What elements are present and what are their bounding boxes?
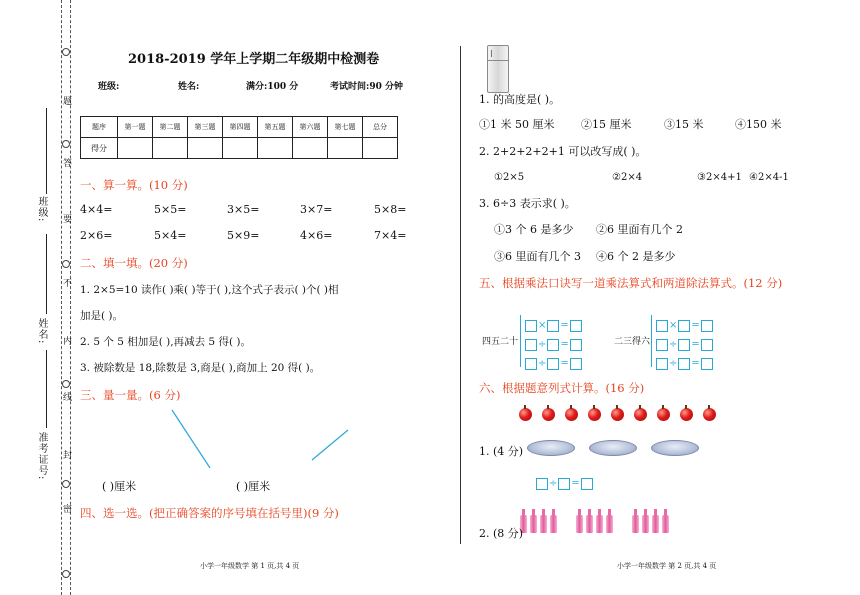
times-sign: × [538, 320, 547, 331]
choice-q3-option: ①3 个 6 是多少 [494, 223, 574, 236]
bottle-icon [642, 509, 649, 533]
rhyme-a-divide-row-2 [525, 353, 582, 372]
score-table-cell: 第三题 [188, 117, 223, 138]
fill-q2: 2. 5 个 5 相加是( ),再减去 5 得( )。 [80, 336, 251, 348]
calc-item: 3×5= [227, 203, 260, 216]
seal-char: 答 [61, 158, 71, 168]
score-table-cell: 第七题 [328, 117, 363, 138]
brace-b [651, 315, 655, 367]
binding-exam-no-label: 准考证号: [36, 432, 47, 481]
divide-sign: ÷ [669, 339, 678, 350]
answer-box[interactable] [536, 478, 548, 490]
seal-char: 封 [61, 450, 71, 460]
measure-line-segments [160, 404, 360, 474]
bottle-icon [550, 509, 557, 533]
seal-char: 密 [61, 504, 71, 514]
problem-1-equation [536, 473, 593, 492]
choice-q1-option: ②15 厘米 [581, 118, 632, 131]
equals-sign: = [560, 339, 569, 350]
seal-char: 线 [61, 392, 71, 402]
answer-box[interactable] [656, 358, 668, 370]
class-blank[interactable] [46, 108, 47, 194]
apple-icon [634, 408, 647, 421]
choice-q1-option: ④150 米 [735, 118, 782, 131]
problem-1-label: 1. (4 分) [479, 445, 524, 458]
section-3-heading: 三、量一量。(6 分) [80, 388, 181, 402]
score-input-cell[interactable] [223, 138, 258, 159]
rhyme-a-divide-row-1 [525, 334, 582, 353]
score-input-cell[interactable] [328, 138, 363, 159]
problem-2-label: 2. (8 分) [479, 527, 524, 540]
score-table-cell: 第一题 [118, 117, 153, 138]
calc-item: 7×4= [374, 229, 407, 242]
answer-box[interactable] [701, 358, 713, 370]
score-table-cell: 第五题 [258, 117, 293, 138]
calc-item: 5×9= [227, 229, 260, 242]
binding-hole [62, 380, 70, 388]
score-input-cell[interactable] [153, 138, 188, 159]
answer-box[interactable] [525, 358, 537, 370]
answer-box[interactable] [547, 358, 559, 370]
choice-q2-option: ④2×4-1 [749, 172, 789, 183]
seal-char: 不 [61, 278, 71, 288]
apple-icon [703, 408, 716, 421]
equals-sign: = [691, 320, 700, 331]
answer-box[interactable] [570, 358, 582, 370]
binding-class-label: 班级: [36, 196, 47, 223]
bottle-icon [606, 509, 613, 533]
calc-item: 5×5= [154, 203, 187, 216]
divide-sign: ÷ [669, 358, 678, 369]
choice-q2-option: ③2×4+1 [697, 172, 742, 183]
binding-hole [62, 48, 70, 56]
section-2-heading: 二、填一填。(20 分) [80, 256, 188, 270]
score-input-cell[interactable] [258, 138, 293, 159]
binding-hole [62, 140, 70, 148]
seal-char: 内 [61, 336, 71, 346]
score-input-cell[interactable] [293, 138, 328, 159]
binding-name-label: 姓名: [36, 318, 47, 345]
binding-hole [62, 570, 70, 578]
calc-item: 4×6= [300, 229, 333, 242]
score-table-cell: 第四题 [223, 117, 258, 138]
score-table-cell: 第六题 [293, 117, 328, 138]
full-score: 满分:100 分 [246, 82, 299, 92]
fridge-icon [487, 45, 509, 93]
plate-icon [651, 440, 699, 456]
choice-q3-option: ④6 个 2 是多少 [596, 250, 676, 263]
measure-segment-b [312, 430, 348, 460]
section-4-heading: 四、选一选。(把正确答案的序号填在括号里)(9 分) [80, 506, 339, 520]
calc-item: 4×4= [80, 203, 113, 216]
class-label: 班级: [98, 82, 120, 92]
score-input-cell[interactable] [188, 138, 223, 159]
answer-box[interactable] [547, 339, 559, 351]
choice-q2-stem: 2. 2+2+2+2+1 可以改写成( )。 [479, 145, 647, 158]
equals-sign: = [571, 478, 580, 489]
plate-icon [589, 440, 637, 456]
score-input-cell[interactable] [118, 138, 153, 159]
calc-item: 2×6= [80, 229, 113, 242]
measure-segment-a [172, 410, 210, 468]
plate-icon [527, 440, 575, 456]
rhyme-a-label: 四五二十 [482, 337, 519, 347]
score-input-cell[interactable] [363, 138, 398, 159]
equals-sign: = [560, 320, 569, 331]
rhyme-b-label: 二三得六 [614, 337, 651, 347]
apple-icon [657, 408, 670, 421]
answer-box[interactable] [581, 478, 593, 490]
apple-icon [519, 408, 532, 421]
choice-q3-option: ②6 里面有几个 2 [596, 223, 683, 236]
answer-box[interactable] [701, 320, 713, 332]
calc-item: 5×4= [154, 229, 187, 242]
divide-sign: ÷ [538, 339, 547, 350]
equals-sign: = [691, 358, 700, 369]
fill-q1-line1: 1. 2×5=10 读作( )乘( )等于( ),这个式子表示( )个( )相 [80, 284, 339, 296]
choice-q3-option: ③6 里面有几个 3 [494, 250, 581, 263]
apple-icon [565, 408, 578, 421]
score-table-cell: 得分 [81, 138, 118, 159]
apple-icon [588, 408, 601, 421]
calc-item: 3×7= [300, 203, 333, 216]
binding-hole [62, 260, 70, 268]
seal-char: 题 [61, 96, 71, 106]
bottle-icon [576, 509, 583, 533]
equals-sign: = [691, 339, 700, 350]
answer-box[interactable] [570, 339, 582, 351]
apple-icon [542, 408, 555, 421]
page-title: 2018-2019 学年上学期二年级期中检测卷 [128, 52, 380, 67]
score-table [80, 116, 398, 159]
bottle-icon [540, 509, 547, 533]
bottle-icon [652, 509, 659, 533]
bottle-icon [662, 509, 669, 533]
answer-box[interactable] [547, 320, 559, 332]
answer-box[interactable] [678, 339, 690, 351]
answer-box[interactable] [656, 320, 668, 332]
divide-sign: ÷ [549, 478, 558, 489]
fill-q3: 3. 被除数是 18,除数是 3,商是( ),商加上 20 得( )。 [80, 362, 321, 374]
score-table-score-row [81, 138, 398, 159]
bottle-icon [530, 509, 537, 533]
fill-q1-line2: 加是( )。 [80, 310, 124, 322]
section-1-heading: 一、算一算。(10 分) [80, 178, 188, 192]
page-footer-left: 小学一年级数学 第 1 页,共 4 页 [200, 562, 300, 570]
score-table-header-row [81, 117, 398, 138]
divide-sign: ÷ [538, 358, 547, 369]
answer-box[interactable] [525, 339, 537, 351]
choice-q2-option: ①2×5 [494, 172, 525, 183]
choice-q3-stem: 3. 6÷3 表示求( )。 [479, 197, 576, 210]
name-blank[interactable] [46, 234, 47, 314]
calc-item: 5×8= [374, 203, 407, 216]
rhyme-b-multiply-row [656, 315, 713, 334]
answer-box[interactable] [525, 320, 537, 332]
rhyme-b-divide-row-1 [656, 334, 713, 353]
exam-no-blank[interactable] [46, 350, 47, 428]
equals-sign: = [560, 358, 569, 369]
choice-q1-stem: 1. 的高度是( )。 [479, 93, 561, 106]
answer-box[interactable] [570, 320, 582, 332]
answer-box[interactable] [678, 320, 690, 332]
answer-box[interactable] [701, 339, 713, 351]
measure-answer-b: ( )厘米 [236, 480, 271, 493]
page-footer-right: 小学一年级数学 第 2 页,共 4 页 [617, 562, 717, 570]
answer-box[interactable] [678, 358, 690, 370]
score-table-cell: 总分 [363, 117, 398, 138]
seal-char: 要 [61, 214, 71, 224]
exam-time: 考试时间:90 分钟 [330, 82, 403, 92]
bottle-icon [596, 509, 603, 533]
score-table-cell: 第二题 [153, 117, 188, 138]
choice-q1-option: ①1 米 50 厘米 [479, 118, 555, 131]
apple-icon [680, 408, 693, 421]
bottle-icon [586, 509, 593, 533]
answer-box[interactable] [558, 478, 570, 490]
section-6-heading: 六、根据题意列式计算。(16 分) [479, 381, 645, 395]
bottle-icon [632, 509, 639, 533]
section-5-heading: 五、根据乘法口诀写一道乘法算式和两道除法算式。(12 分) [479, 276, 783, 290]
answer-box[interactable] [656, 339, 668, 351]
choice-q2-option: ②2×4 [612, 172, 643, 183]
measure-answer-a: ( )厘米 [102, 480, 137, 493]
binding-hole [62, 480, 70, 488]
name-label: 姓名: [178, 82, 200, 92]
times-sign: × [669, 320, 678, 331]
choice-q1-option: ③15 米 [664, 118, 704, 131]
page-divider [460, 46, 461, 544]
apple-icon [611, 408, 624, 421]
rhyme-b-divide-row-2 [656, 353, 713, 372]
score-table-cell: 题序 [81, 117, 118, 138]
brace-a [520, 315, 524, 367]
rhyme-a-multiply-row [525, 315, 582, 334]
